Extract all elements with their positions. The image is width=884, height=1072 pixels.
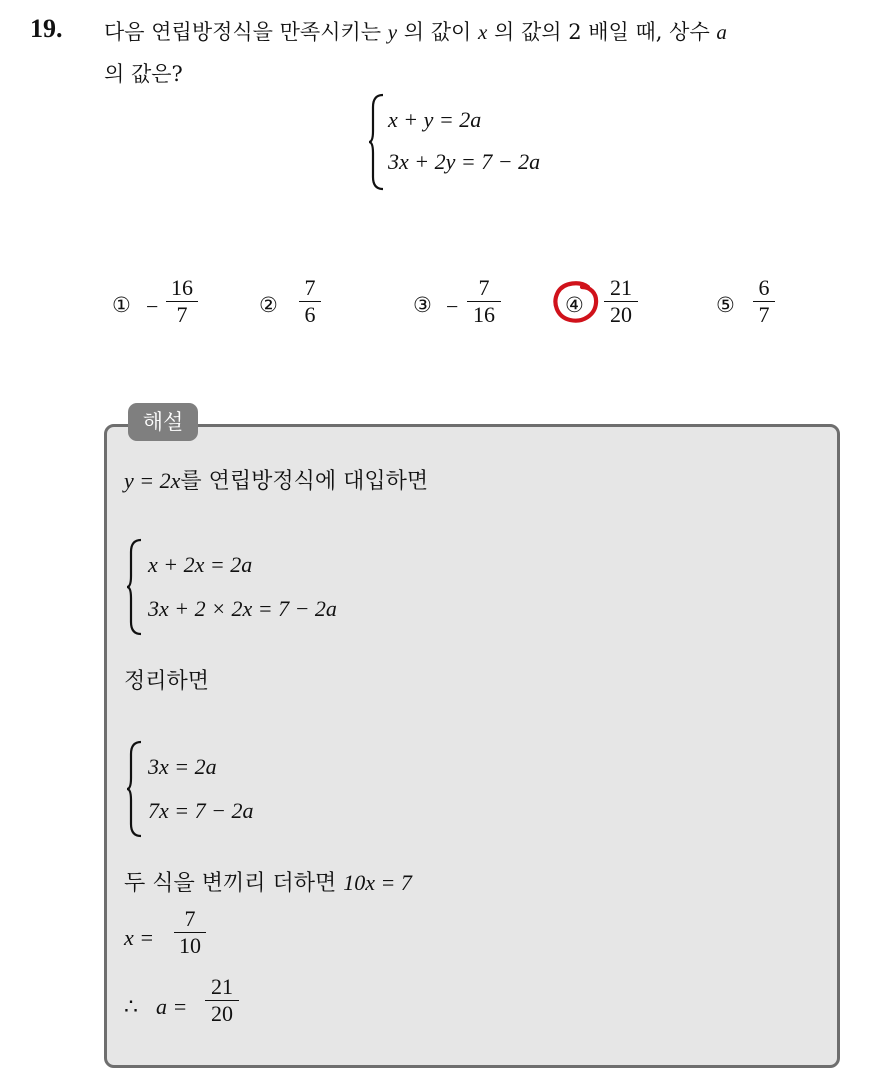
choice-fraction xyxy=(604,275,638,328)
left-brace-icon xyxy=(368,93,386,191)
choice-label: ① xyxy=(112,293,131,317)
equation-1: 3x = 2a xyxy=(148,754,217,779)
fraction-numerator: 21 xyxy=(211,974,233,999)
question-equation-system xyxy=(368,93,608,191)
solution-math: y = 2x xyxy=(124,468,181,493)
choice-sign: − xyxy=(146,294,159,319)
choice-fraction xyxy=(166,275,198,328)
x-lhs: x = xyxy=(124,925,155,950)
choice-label: ④ xyxy=(565,293,584,317)
solution-line-3 xyxy=(124,866,412,897)
a-lhs: a = xyxy=(156,994,188,1019)
fraction-denominator: 7 xyxy=(176,302,188,328)
a-fraction xyxy=(205,974,239,1027)
equation-2: 3x + 2y = 7 − 2a xyxy=(388,149,541,174)
question-text-line1 xyxy=(104,16,727,46)
solution-step-text: 정리하면 xyxy=(124,669,210,694)
choice-label: ③ xyxy=(413,293,432,317)
solution-system-2 xyxy=(126,740,346,838)
choice-fraction xyxy=(299,275,321,328)
solution-math: 10x = 7 xyxy=(343,870,412,895)
question-text-part: 의 값이 xyxy=(403,20,472,44)
equation-1: x + y = 2a xyxy=(388,107,482,132)
left-brace-icon xyxy=(126,740,144,838)
solution-text: 두 식을 변끼리 더하면 xyxy=(124,871,337,896)
fraction-numerator: 7 xyxy=(184,906,196,931)
variable-a: a xyxy=(716,20,727,44)
choice-fraction xyxy=(753,275,775,328)
solution-system-1 xyxy=(126,538,426,636)
fraction-denominator: 6 xyxy=(304,302,316,328)
question-text-part: 다음 연립방정식을 만족시키는 xyxy=(104,20,382,44)
variable-y: y xyxy=(387,20,398,44)
choice-sign: − xyxy=(446,294,459,319)
equation-2: 7x = 7 − 2a xyxy=(148,798,254,823)
left-brace-icon xyxy=(126,538,144,636)
fraction-denominator: 20 xyxy=(610,302,632,328)
solution-text: 를 연립방정식에 대입하면 xyxy=(180,469,429,494)
choice-fraction xyxy=(467,275,501,328)
solution-tag: 해설 xyxy=(128,403,198,441)
fraction-numerator: 16 xyxy=(171,275,193,300)
equation-2: 3x + 2 × 2x = 7 − 2a xyxy=(148,596,337,621)
therefore-symbol: ∴ xyxy=(124,994,138,1019)
fraction-numerator: 7 xyxy=(478,275,490,300)
fraction-numerator: 6 xyxy=(758,275,770,300)
question-text-part: 의 값의 2 배일 때, 상수 xyxy=(494,20,710,44)
equation-1: x + 2x = 2a xyxy=(148,552,253,577)
fraction-denominator: 7 xyxy=(758,302,770,328)
x-fraction xyxy=(174,906,206,959)
fraction-denominator: 16 xyxy=(473,302,495,328)
fraction-numerator: 7 xyxy=(304,275,316,300)
choice-label: ⑤ xyxy=(716,293,735,317)
choice-label: ② xyxy=(259,293,278,317)
question-text-line2: 의 값은? xyxy=(104,62,183,86)
question-number: 19. xyxy=(30,14,63,43)
variable-x: x xyxy=(478,20,488,44)
solution-line-1 xyxy=(124,464,428,495)
fraction-denominator: 10 xyxy=(179,933,201,959)
fraction-numerator: 21 xyxy=(610,275,632,300)
fraction-denominator: 20 xyxy=(211,1001,233,1027)
